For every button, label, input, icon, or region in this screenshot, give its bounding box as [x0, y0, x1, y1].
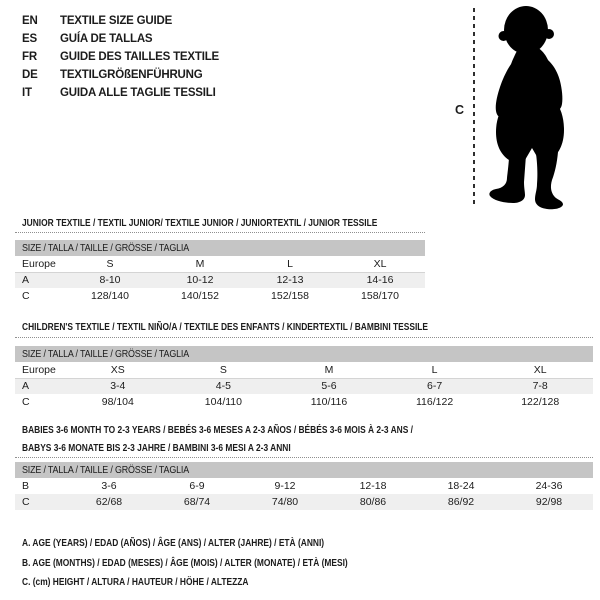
guide-title-fr: GUIDE DES TAILLES TEXTILE — [60, 51, 219, 63]
table-cell: 3-4 — [65, 378, 171, 394]
footnote-a: A. AGE (YEARS) / EDAD (AÑOS) / ÂGE (ANS) / ALTER (JAHRE) / ETÀ (ANNI) — [22, 537, 325, 549]
list-item — [22, 48, 219, 66]
children-size-table — [15, 346, 593, 410]
table-row-age — [15, 272, 425, 288]
table-cell: 158/170 — [335, 288, 425, 304]
row-label: C — [15, 394, 65, 410]
language-code: EN — [22, 15, 38, 27]
guide-title-it: GUIDA ALLE TAGLIE TESSILI — [60, 87, 216, 99]
table-cell: 62/68 — [65, 494, 153, 510]
table-cell: 3-6 — [65, 478, 153, 494]
size-header-bar — [15, 462, 593, 478]
table-row-age — [15, 378, 593, 394]
table-cell: 98/104 — [65, 394, 171, 410]
table-cell: 122/128 — [487, 394, 593, 410]
table-cell: 6-9 — [153, 478, 241, 494]
size-col-header: M — [155, 256, 245, 272]
table-cell: 24-36 — [505, 478, 593, 494]
table-cell: 8-10 — [65, 272, 155, 288]
size-col-header: L — [245, 256, 335, 272]
divider — [15, 337, 593, 338]
size-col-header: L — [382, 362, 488, 378]
table-cell: 152/158 — [245, 288, 335, 304]
language-code: FR — [22, 51, 37, 63]
table-cell: 110/116 — [276, 394, 382, 410]
size-header-bar — [15, 346, 593, 362]
footnote-c: C. (cm) HEIGHT / ALTURA / HAUTEUR / HÖHE / ALTEZZA — [22, 576, 249, 588]
height-marker-dashed-line — [473, 8, 475, 206]
table-cell: 86/92 — [417, 494, 505, 510]
table-cell: 128/140 — [65, 288, 155, 304]
table-cell: 140/152 — [155, 288, 245, 304]
table-row-height — [15, 288, 425, 304]
table-cell: 6-7 — [382, 378, 488, 394]
table-cell: 80/86 — [329, 494, 417, 510]
height-figure — [450, 0, 600, 215]
row-label: A — [15, 378, 65, 394]
table-cell: 92/98 — [505, 494, 593, 510]
table-cell: 4-5 — [171, 378, 277, 394]
language-guide-list — [22, 12, 219, 102]
row-label: C — [15, 494, 65, 510]
size-header-label: SIZE / TALLA / TAILLE / GRÖSSE / TAGLIA — [22, 242, 189, 254]
row-label: C — [15, 288, 65, 304]
size-header-label: SIZE / TALLA / TAILLE / GRÖSSE / TAGLIA — [22, 348, 189, 360]
table-cell: 7-8 — [487, 378, 593, 394]
table-cell: 68/74 — [153, 494, 241, 510]
language-code: DE — [22, 69, 38, 81]
language-code: ES — [22, 33, 37, 45]
list-item — [22, 12, 219, 30]
size-col-header: XS — [65, 362, 171, 378]
list-item — [22, 84, 219, 102]
table-cell: 104/110 — [171, 394, 277, 410]
junior-table-title: JUNIOR TEXTILE / TEXTIL JUNIOR/ TEXTILE JUNIOR / JUNIORTEXTIL / JUNIOR TESSILE — [22, 217, 378, 229]
table-row-europe — [15, 362, 593, 378]
divider — [15, 232, 425, 233]
guide-title-en: TEXTILE SIZE GUIDE — [60, 15, 173, 27]
table-row-height — [15, 394, 593, 410]
guide-title-de: TEXTILGRÖßENFÜHRUNG — [60, 69, 203, 81]
size-header-bar — [15, 240, 425, 256]
footnotes — [22, 534, 429, 593]
size-header-label: SIZE / TALLA / TAILLE / GRÖSSE / TAGLIA — [22, 464, 189, 476]
babies-table-title — [22, 421, 413, 457]
table-row-age-months — [15, 478, 593, 494]
table-row-height — [15, 494, 593, 510]
table-row-europe — [15, 256, 425, 272]
babies-title-line2: BABYS 3-6 MONATE BIS 2-3 JAHRE / BAMBINI 3-6 MESI A 2-3 ANNI — [22, 442, 291, 454]
language-code: IT — [22, 87, 32, 99]
table-cell: 12-13 — [245, 272, 335, 288]
babies-title-line1: BABIES 3-6 MONTH TO 2-3 YEARS / BEBÉS 3-6 MESES A 2-3 AÑOS / BÉBÉS 3-6 MOIS À 2-3 ANS / — [22, 424, 414, 436]
table-cell: 5-6 — [276, 378, 382, 394]
size-col-header: M — [276, 362, 382, 378]
babies-size-table — [15, 462, 593, 510]
size-col-header: XL — [335, 256, 425, 272]
height-marker-label: C — [455, 103, 465, 117]
baby-silhouette-icon — [486, 2, 598, 212]
row-label: B — [15, 478, 65, 494]
table-cell: 10-12 — [155, 272, 245, 288]
guide-title-es: GUÍA DE TALLAS — [60, 33, 153, 45]
row-label: Europe — [15, 362, 65, 378]
size-col-header: S — [65, 256, 155, 272]
list-item — [22, 30, 219, 48]
divider — [15, 457, 593, 458]
table-cell: 18-24 — [417, 478, 505, 494]
row-label: Europe — [15, 256, 65, 272]
table-cell: 74/80 — [241, 494, 329, 510]
footnote-b: B. AGE (MONTHS) / EDAD (MESES) / ÂGE (MOIS) / ALTER (MONATE) / ETÀ (MESI) — [22, 556, 348, 569]
children-table-title: CHILDREN'S TEXTILE / TEXTIL NIÑO/A / TEXTILE DES ENFANTS / KINDERTEXTIL / BAMBINI TESSILE — [22, 321, 429, 333]
row-label: A — [15, 272, 65, 288]
list-item — [22, 66, 219, 84]
junior-size-table — [15, 240, 425, 304]
size-col-header: S — [171, 362, 277, 378]
size-col-header: XL — [487, 362, 593, 378]
table-cell: 9-12 — [241, 478, 329, 494]
table-cell: 14-16 — [335, 272, 425, 288]
table-cell: 116/122 — [382, 394, 488, 410]
table-cell: 12-18 — [329, 478, 417, 494]
